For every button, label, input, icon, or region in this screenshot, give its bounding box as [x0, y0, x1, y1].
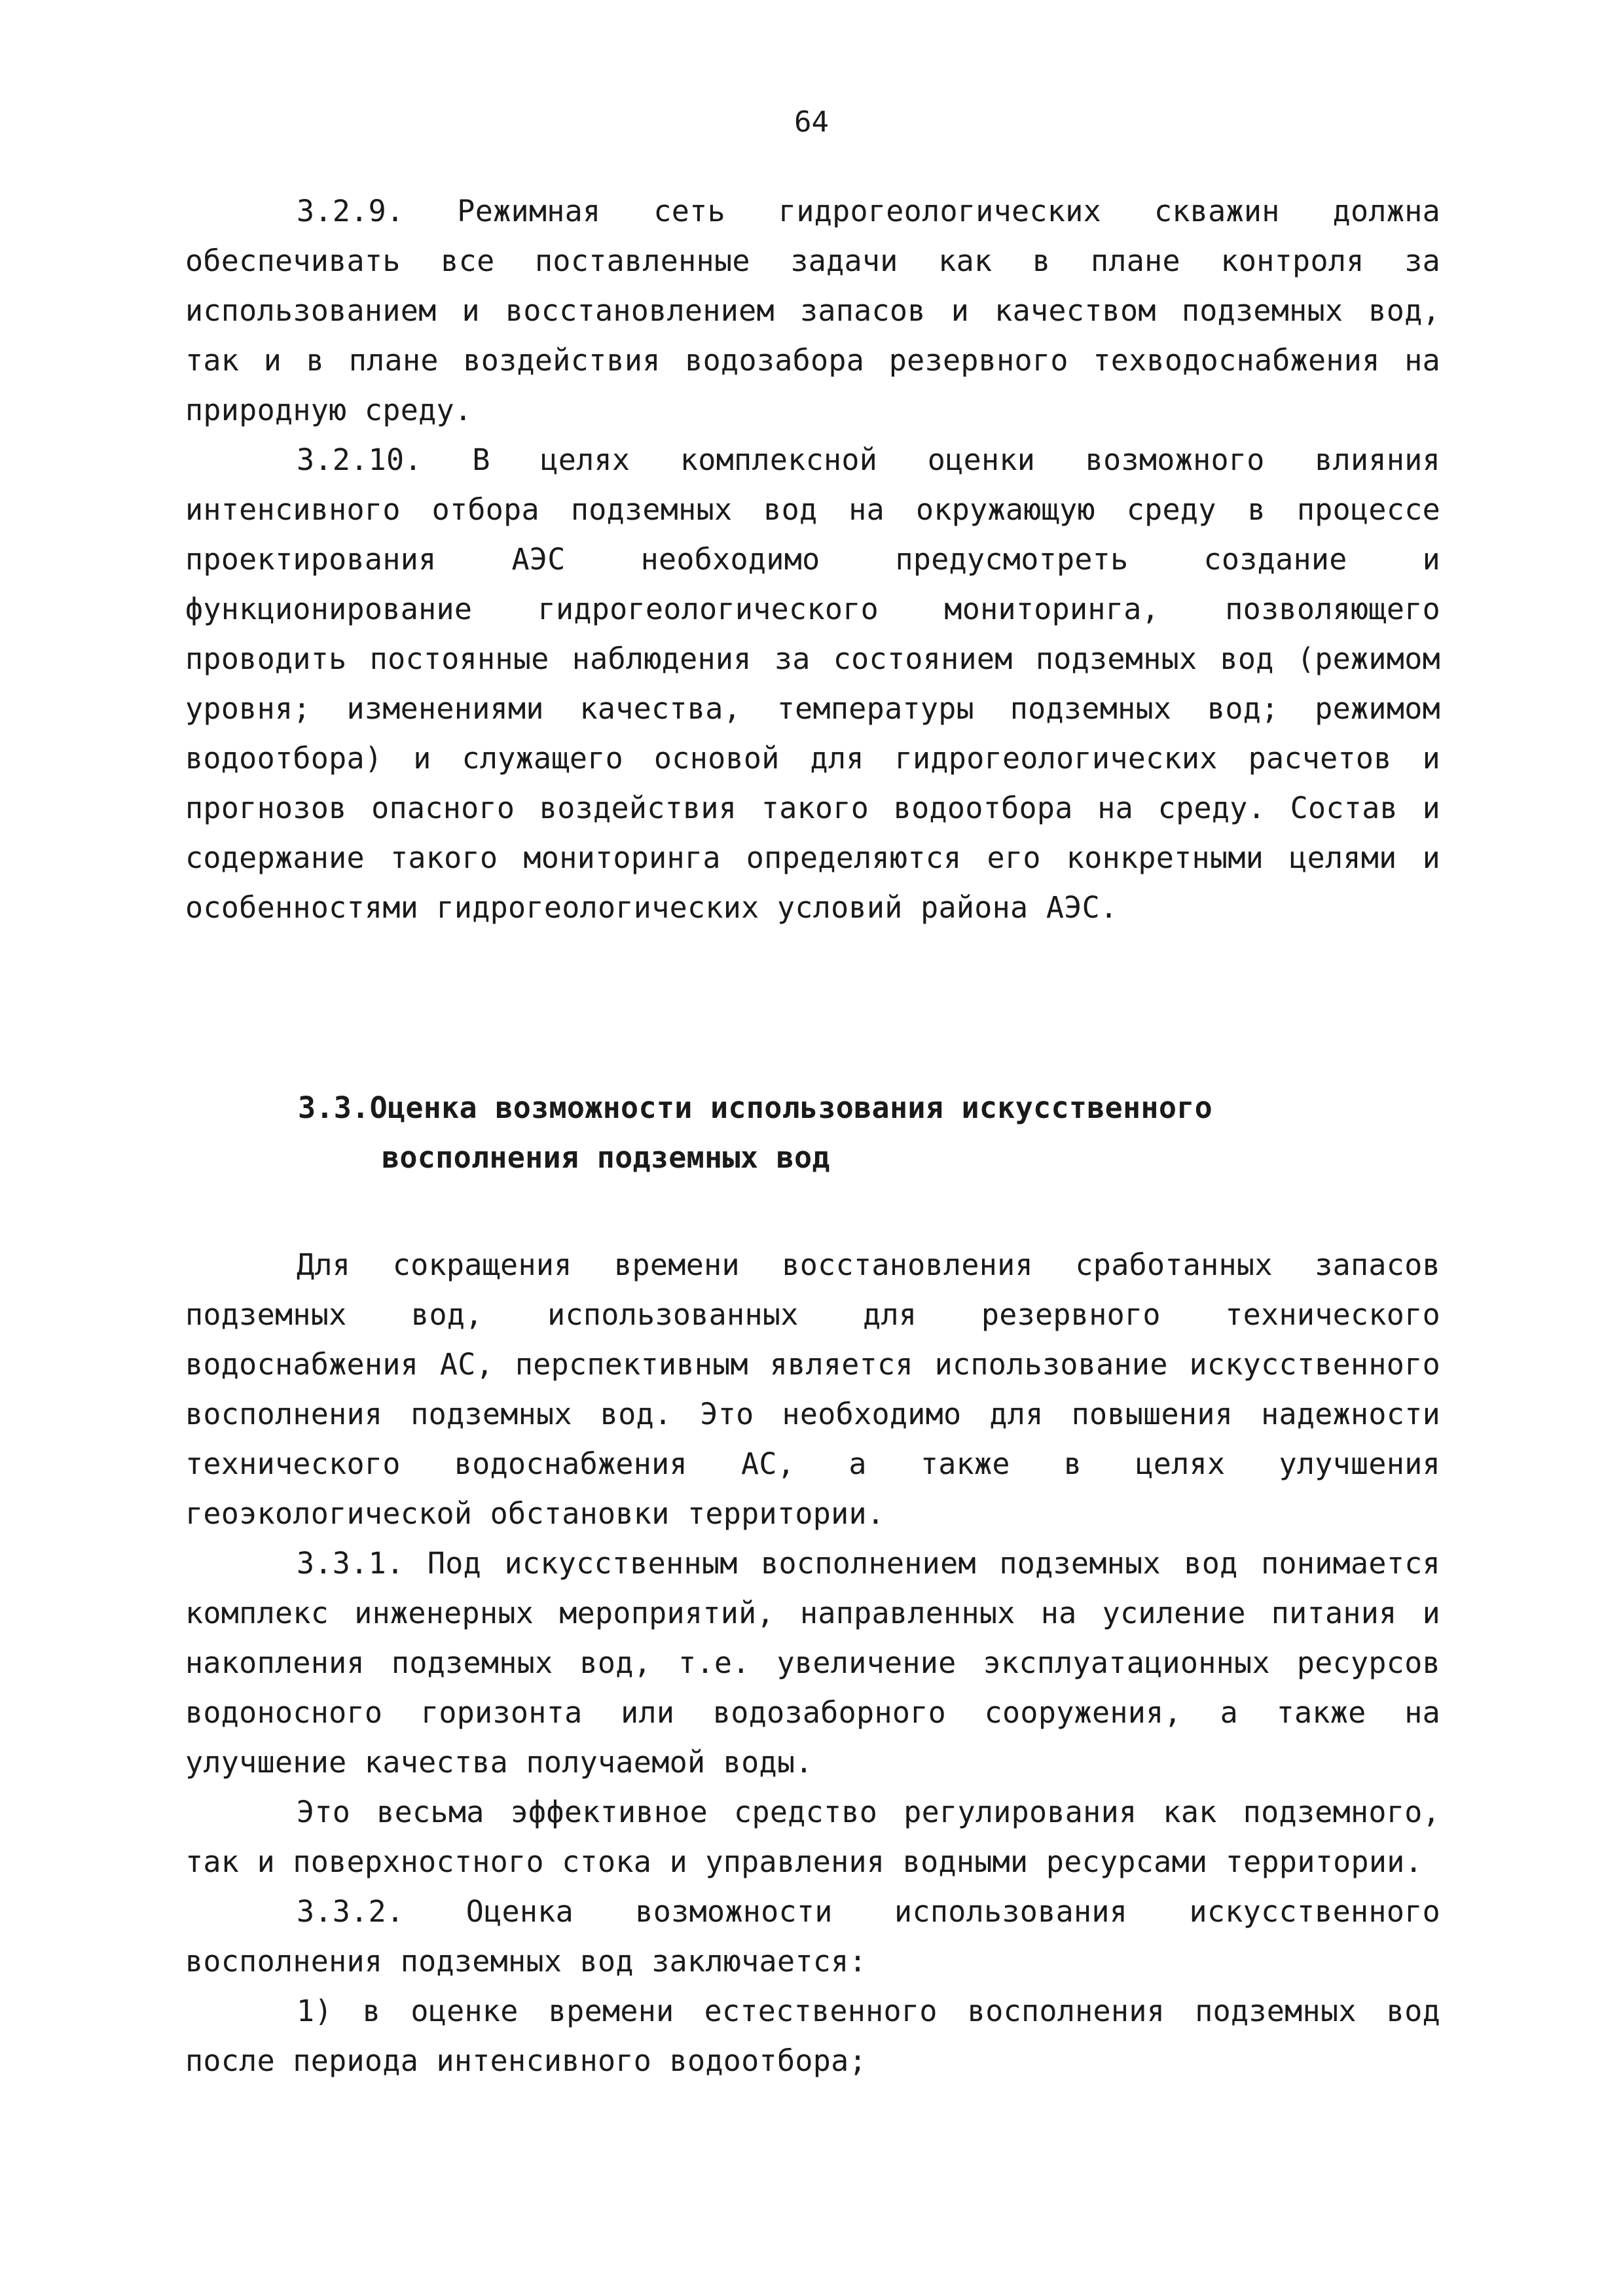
paragraph-3-2-9: 3.2.9. Режимная сеть гидрогеологических скважин должна обеспечивать все поставленные задачи как в плане контроля за использованием и восстановлением запасов и качеством подземных вод, так и в плане воздействия водозабора резервного техводоснабжения на природную среду. — [185, 194, 1440, 427]
paragraph-intro: Для сокращения времени восстановления сработанных запасов подземных вод, использованных для резервного технического водоснабжения АС, перспективным является использование искусственного восполнения подземных вод. Это необходимо для повышения надежности технического водоснабжения АС, а также в целях улучшения геоэкологической обстановки территории. — [185, 1247, 1440, 1531]
list-item-1: 1) в оценке времени естественного восполнения подземных вод после периода интенсивного водоотбора; — [185, 1994, 1440, 2078]
paragraph-effective: Это весьма эффективное средство регулирования как подземного, так и поверхностного стока и управления водными ресурсами территории. — [185, 1795, 1440, 1879]
page-number: 64 — [794, 105, 829, 139]
section-3-3-text — [185, 1240, 1440, 2086]
section-heading-line2: восполнения подземных вод — [382, 1140, 830, 1175]
section-3-2-text — [185, 187, 1440, 933]
section-heading-line1: 3.3.Оценка возможности использования искусственного — [298, 1090, 1213, 1125]
paragraph-3-3-1: 3.3.1. Под искусственным восполнением подземных вод понимается комплекс инженерных мероприятий, направленных на усиление питания и накопления подземных вод, т.е. увеличение эксплуатационных ресурсов водоносного горизонта или водозаборного сооружения, а также на улучшение качества получаемой воды. — [185, 1546, 1440, 1780]
section-3-3-heading — [298, 1083, 1411, 1183]
paragraph-3-3-2: 3.3.2. Оценка возможности использования искусственного восполнения подземных вод заключается: — [185, 1894, 1440, 1979]
paragraph-3-2-10: 3.2.10. В целях комплексной оценки возможного влияния интенсивного отбора подземных вод на окружающую среду в процессе проектирования АЭС необходимо предусмотреть создание и функционирование гидрогеологического мониторинга, позволяющего проводить постоянные наблюдения за состоянием подземных вод (режимом уровня; изменениями качества, температуры подземных вод; режимом водоотбора) и служащего основой для гидрогеологических расчетов и прогнозов опасного воздействия такого водоотбора на среду. Состав и содержание такого мониторинга определяются его конкретными целями и особенностями гидрогеологических условий района АЭС. — [185, 442, 1440, 925]
